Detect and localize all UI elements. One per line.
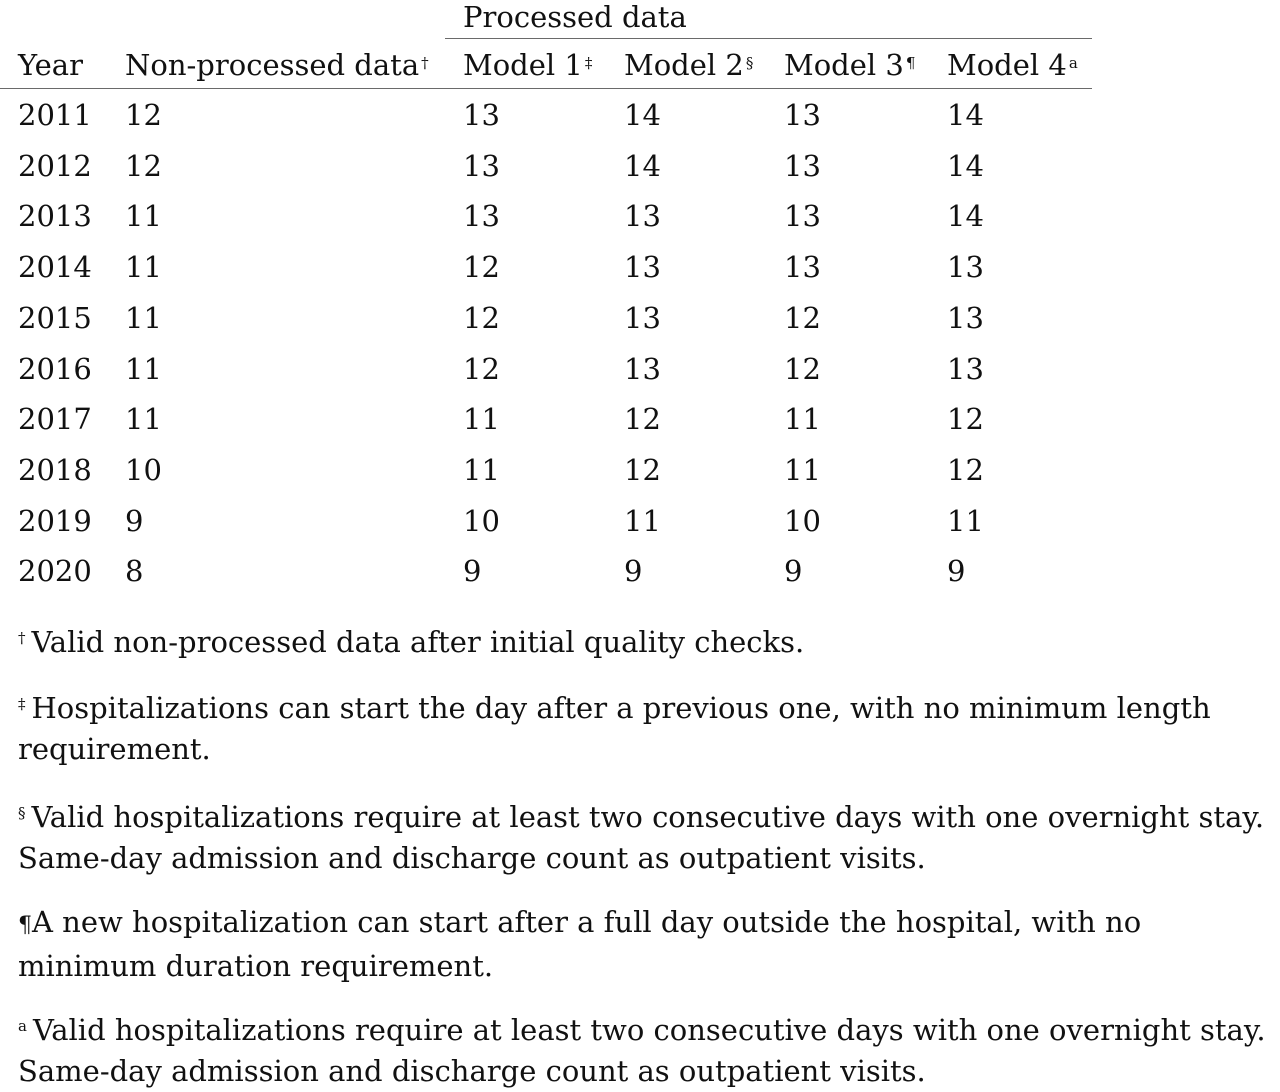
value-cell: 12 [125,148,162,183]
value-cell: 12 [624,402,661,437]
footnote-2 [18,797,1280,879]
value-cell: 14 [624,98,661,132]
value-cell: 14 [947,98,984,132]
value-cell: 13 [463,98,500,132]
footnote-mark: † [421,54,429,72]
year-cell: 2018 [18,452,92,487]
value-cell: 13 [947,351,984,386]
value-cell: 10 [125,452,162,487]
column-header-label: Model 3 [784,48,904,82]
value-cell: 13 [624,300,661,335]
footnote-4 [18,1010,1280,1092]
footnote-text: Valid hospitalizations require at least two consecutive days with one overnight stay. Same-day admission and discharge count as outpatient visits. [18,1013,1266,1088]
footnote-text: Hospitalizations can start the day after a previous one, with no minimum length requirement. [18,691,1211,766]
footnote-0 [18,622,1280,663]
value-cell: 9 [947,554,966,589]
year-cell: 2019 [18,503,92,538]
value-cell: 14 [947,148,984,183]
column-header-3 [624,48,753,82]
value-cell: 13 [784,148,821,183]
column-header-label: Year [18,48,83,82]
value-cell: 11 [624,503,661,538]
footnote-mark: § [745,54,754,72]
value-cell: 12 [784,351,821,386]
value-cell: 9 [624,554,643,589]
value-cell: 14 [624,148,661,183]
year-cell: 2013 [18,199,92,234]
group-header-rule [445,38,1092,39]
value-cell: 13 [463,199,500,234]
footnote-text: A new hospitalization can start after a full day outside the hospital, with no minimum duration requirement. [18,905,1142,983]
value-cell: 13 [624,199,661,234]
footnote-3 [18,902,1280,987]
year-cell: 2014 [18,250,92,285]
value-cell: 11 [125,351,162,386]
column-header-4 [784,48,915,82]
column-header-label: Model 1 [463,48,583,82]
footnote-text: Valid non-processed data after initial quality checks. [31,625,805,659]
footnote-mark: ‡ [584,54,593,72]
footnote-text: Valid hospitalizations require at least two consecutive days with one overnight stay. Same-day admission and discharge count as outpatient visits. [18,800,1265,875]
column-header-1 [125,48,429,82]
value-cell: 9 [125,503,144,538]
header-bottom-rule [0,88,1092,89]
value-cell: 13 [784,98,821,132]
value-cell: 12 [463,300,500,335]
value-cell: 12 [125,98,162,132]
value-cell: 14 [947,199,984,234]
value-cell: 12 [947,452,984,487]
value-cell: 11 [125,300,162,335]
column-header-2 [463,48,592,82]
value-cell: 11 [125,402,162,437]
value-cell: 13 [947,300,984,335]
value-cell: 13 [624,250,661,285]
column-header-5 [947,48,1078,82]
value-cell: 13 [463,148,500,183]
year-cell: 2011 [18,98,92,132]
value-cell: 13 [784,250,821,285]
footnote-symbol: ‡ [18,695,26,713]
footnote-1 [18,688,1280,770]
value-cell: 13 [784,199,821,234]
value-cell: 11 [125,250,162,285]
column-header-label: Non-processed data [125,48,420,82]
footnote-mark: ¶ [905,54,916,72]
value-cell: 11 [784,452,821,487]
value-cell: 12 [624,452,661,487]
value-cell: 11 [463,452,500,487]
column-header-label: Model 4 [947,48,1067,82]
value-cell: 12 [784,300,821,335]
footnote-symbol: ¶ [18,913,32,938]
value-cell: 11 [784,402,821,437]
value-cell: 11 [463,402,500,437]
value-cell: 10 [784,503,821,538]
value-cell: 11 [125,199,162,234]
year-cell: 2015 [18,300,92,335]
value-cell: 12 [463,351,500,386]
column-header-0 [18,48,83,82]
group-header-processed-data: Processed data [463,0,687,34]
value-cell: 13 [624,351,661,386]
footnote-symbol: † [18,629,26,647]
year-cell: 2012 [18,148,92,183]
footnote-mark: a [1068,54,1078,72]
value-cell: 11 [947,503,984,538]
value-cell: 12 [947,402,984,437]
value-cell: 13 [947,250,984,285]
footnote-symbol: a [18,1017,27,1035]
year-cell: 2016 [18,351,92,386]
value-cell: 12 [463,250,500,285]
value-cell: 8 [125,554,144,589]
value-cell: 9 [463,554,482,589]
year-cell: 2017 [18,402,92,437]
value-cell: 9 [784,554,803,589]
column-header-label: Model 2 [624,48,744,82]
year-cell: 2020 [18,554,92,589]
value-cell: 10 [463,503,500,538]
footnote-symbol: § [18,804,26,822]
